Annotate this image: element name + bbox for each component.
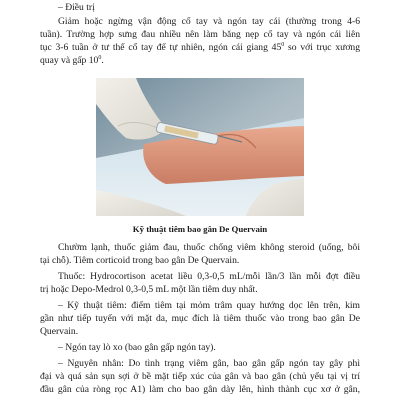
para6-line1: – Nguyên nhân: Do tình trạng viêm gân, bao gân gấp ngón tay gây phì (58, 358, 360, 369)
para4-line1: – Kỹ thuật tiêm: điểm tiêm tại mỏm trâm quay hướng dọc lên trên, kim (58, 300, 360, 311)
injection-photo (96, 78, 304, 216)
para4-line3: Quervain. (40, 326, 79, 337)
section-heading: – Điều trị (58, 2, 95, 13)
para5-line1: – Ngón tay lò xo (bao gân gấp ngón tay). (58, 342, 216, 353)
para2-line2: tại chỗ). Tiêm corticoid trong bao gân De Quervain. (40, 255, 240, 266)
para3-line1: Thuốc: Hydrocortison acetat liều 0,3-0,5 mL/mỗi lần/3 lần mỗi đợt điều (58, 271, 360, 282)
para4-line2: gần như tiếp tuyến với mặt da, mục đích là tiêm thuốc vào trong bao gân De (40, 313, 360, 324)
para1-line4: quay và gấp $10^0$. (40, 55, 104, 66)
para1-line1: Giảm hoặc ngừng vận động cổ tay và ngón tay cái (thường trong 4-6 (58, 16, 360, 27)
para1-line3: tục 3-6 tuần ở tư thế cổ tay để tự nhiên, ngón cái giang $45^0$ so với trục xương (40, 42, 360, 53)
para3-line2: trị hoặc Depo-Medrol 0,3-0,5 mL một lần tiêm duy nhất. (40, 284, 258, 295)
para1-line2: tuần). Trường hợp sưng đau nhiều nên làm băng nẹp cổ tay và ngón cái liên (40, 29, 360, 40)
para2-line1: Chườm lạnh, thuốc giảm đau, thuốc chống viêm không steroid (uống, bôi (58, 242, 360, 253)
para6-line2: đại và quá sản sụn sợi ở bề mặt tiếp xúc của gân và bao gân (chủ yếu tại vị trí (40, 371, 360, 382)
para6-line3: đầu gân của ròng rọc A1) làm cho bao gân dày lên, hình thành cục xơ ở gân, (40, 384, 360, 395)
figure-caption: Kỹ thuật tiêm bao gân De Quervain (132, 224, 268, 234)
